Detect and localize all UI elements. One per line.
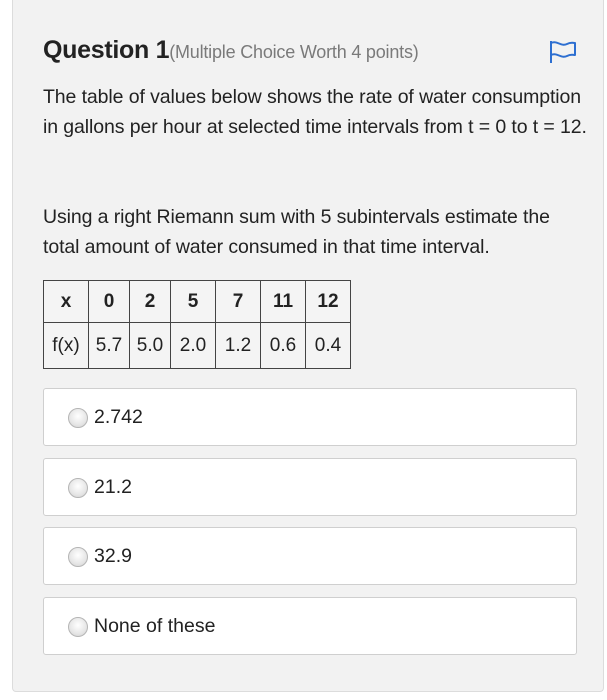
table-header-fx: f(x): [44, 323, 89, 369]
flag-icon[interactable]: [549, 40, 577, 64]
table-cell: 2: [130, 281, 171, 323]
table-cell: 1.2: [216, 323, 261, 369]
question-text-prompt: Using a right Riemann sum with 5 subintervals estimate the total amount of water consumed in that time interval.: [43, 206, 550, 258]
question-header: [43, 36, 583, 70]
radio-button[interactable]: [68, 408, 88, 428]
radio-button[interactable]: [68, 547, 88, 567]
answer-option-label: 21.2: [94, 476, 132, 498]
table-cell: 5: [171, 281, 216, 323]
values-table: [43, 280, 351, 369]
radio-button[interactable]: [68, 478, 88, 498]
table-row-fx: [44, 323, 351, 369]
question-text-intro: The table of values below shows the rate of water consumption in gallons per hour at selected time intervals from t = 0 to t = 12.: [43, 86, 587, 138]
table-cell: 2.0: [171, 323, 216, 369]
table-cell: 0.4: [306, 323, 351, 369]
table-cell: 11: [261, 281, 306, 323]
answer-option-label: 2.742: [94, 406, 143, 428]
table-cell: 0.6: [261, 323, 306, 369]
answer-option-2[interactable]: [43, 458, 577, 516]
table-cell: 5.0: [130, 323, 171, 369]
table-header-x: x: [44, 281, 89, 323]
table-cell: 12: [306, 281, 351, 323]
table-row-x: [44, 281, 351, 323]
question-card: [12, 0, 604, 692]
table-cell: 7: [216, 281, 261, 323]
question-title: Question 1: [43, 36, 170, 64]
table-cell: 5.7: [89, 323, 130, 369]
answer-option-4[interactable]: [43, 597, 577, 655]
answer-option-1[interactable]: [43, 388, 577, 446]
answer-option-label: None of these: [94, 615, 216, 637]
table-cell: 0: [89, 281, 130, 323]
question-subtitle: (Multiple Choice Worth 4 points): [169, 42, 419, 62]
radio-button[interactable]: [68, 617, 88, 637]
answer-option-label: 32.9: [94, 545, 132, 567]
answer-option-3[interactable]: [43, 527, 577, 585]
